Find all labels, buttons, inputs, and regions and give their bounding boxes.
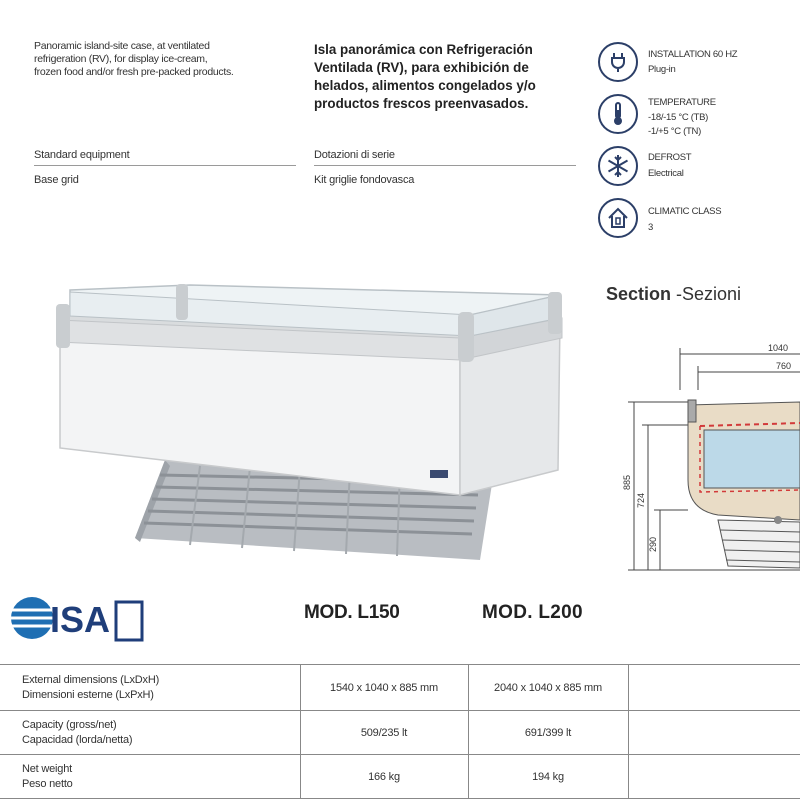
plug-icon [598,42,638,82]
spec-value-installation: Plug-in [648,64,676,75]
table-cell-label [0,755,300,799]
dimension-label: 290 [648,536,658,552]
table-row [0,665,800,711]
section-heading-bold: Section [606,284,672,304]
snowflake-icon [598,146,638,186]
spec-title-installation: INSTALLATION 60 HZ [648,49,738,60]
table-cell-l150: 509/235 lt [300,711,468,755]
model-heading-l150: MOD. L150 [304,602,400,623]
table-cell-l200: 2040 x 1040 x 885 mm [468,665,628,711]
spec-value-climatic-class: 3 [648,222,653,233]
standard-equipment-title-en: Standard equipment [34,149,130,161]
standard-equipment-value-it: Kit griglie fondovasca [314,174,415,186]
house-icon [598,198,638,238]
divider [314,165,576,166]
thermometer-icon [598,94,638,134]
dimension-label: 1040 [768,343,789,353]
spec-value-temperature-tb: -18/-15 °C (TB) [648,112,709,123]
dimension-label: 885 [622,474,632,490]
model-heading-l200: MOD. L200 [482,602,583,623]
row-label-line: Net weight [22,762,72,775]
table-cell-l200: 194 kg [468,755,628,799]
row-label-line: Peso netto [22,777,73,790]
row-label-line: Capacity (gross/net) [22,718,117,731]
section-heading-rest: -Sezioni [671,284,742,304]
table-row [0,755,800,799]
spec-title-climatic-class: CLIMATIC CLASS [648,206,722,217]
table-cell-empty [628,755,800,799]
description-spanish [314,41,584,113]
dimension-label: 760 [776,361,792,371]
standard-equipment-value-en: Base grid [34,174,79,186]
isa-logo [8,594,148,646]
table-cell-empty [628,665,800,711]
description-line: helados, alimentos congelados y/o [314,78,536,93]
spec-value-defrost: Electrical [648,168,684,179]
section-heading [606,284,741,305]
specifications-table [0,664,800,799]
table-cell-l150: 1540 x 1040 x 885 mm [300,665,468,711]
dimension-label: 724 [636,492,646,508]
description-line: refrigeration (RV), for display ice-cream, [34,53,208,65]
description-line: Ventilada (RV), para exhibición de [314,60,529,75]
spec-title-temperature: TEMPERATURE [648,97,716,108]
row-label-line: External dimensions (LxDxH) [22,673,160,686]
spec-value-temperature-tn: -1/+5 °C (TN) [648,126,701,137]
description-line: Isla panorámica con Refrigeración [314,42,533,57]
divider [34,165,296,166]
description-line: frozen food and/or fresh pre-packed products. [34,66,234,78]
table-cell-l150: 166 kg [300,755,468,799]
display-case-illustration [40,270,580,570]
row-label-line: Dimensioni esterne (LxPxH) [22,688,154,701]
table-row [0,711,800,755]
description-line: Panoramic island-site case, at ventilated [34,40,210,52]
standard-equipment-title-it: Dotazioni di serie [314,149,395,161]
description-english [34,40,294,79]
spec-title-defrost: DEFROST [648,152,692,163]
row-label-line: Capacidad (lorda/netta) [22,733,133,746]
table-cell-l200: 691/399 lt [468,711,628,755]
table-cell-label [0,711,300,755]
table-cell-label [0,665,300,711]
section-drawing [608,330,800,580]
logo-text: ISA [50,599,111,640]
table-cell-empty [628,711,800,755]
description-line: productos frescos preenvasados. [314,96,529,111]
